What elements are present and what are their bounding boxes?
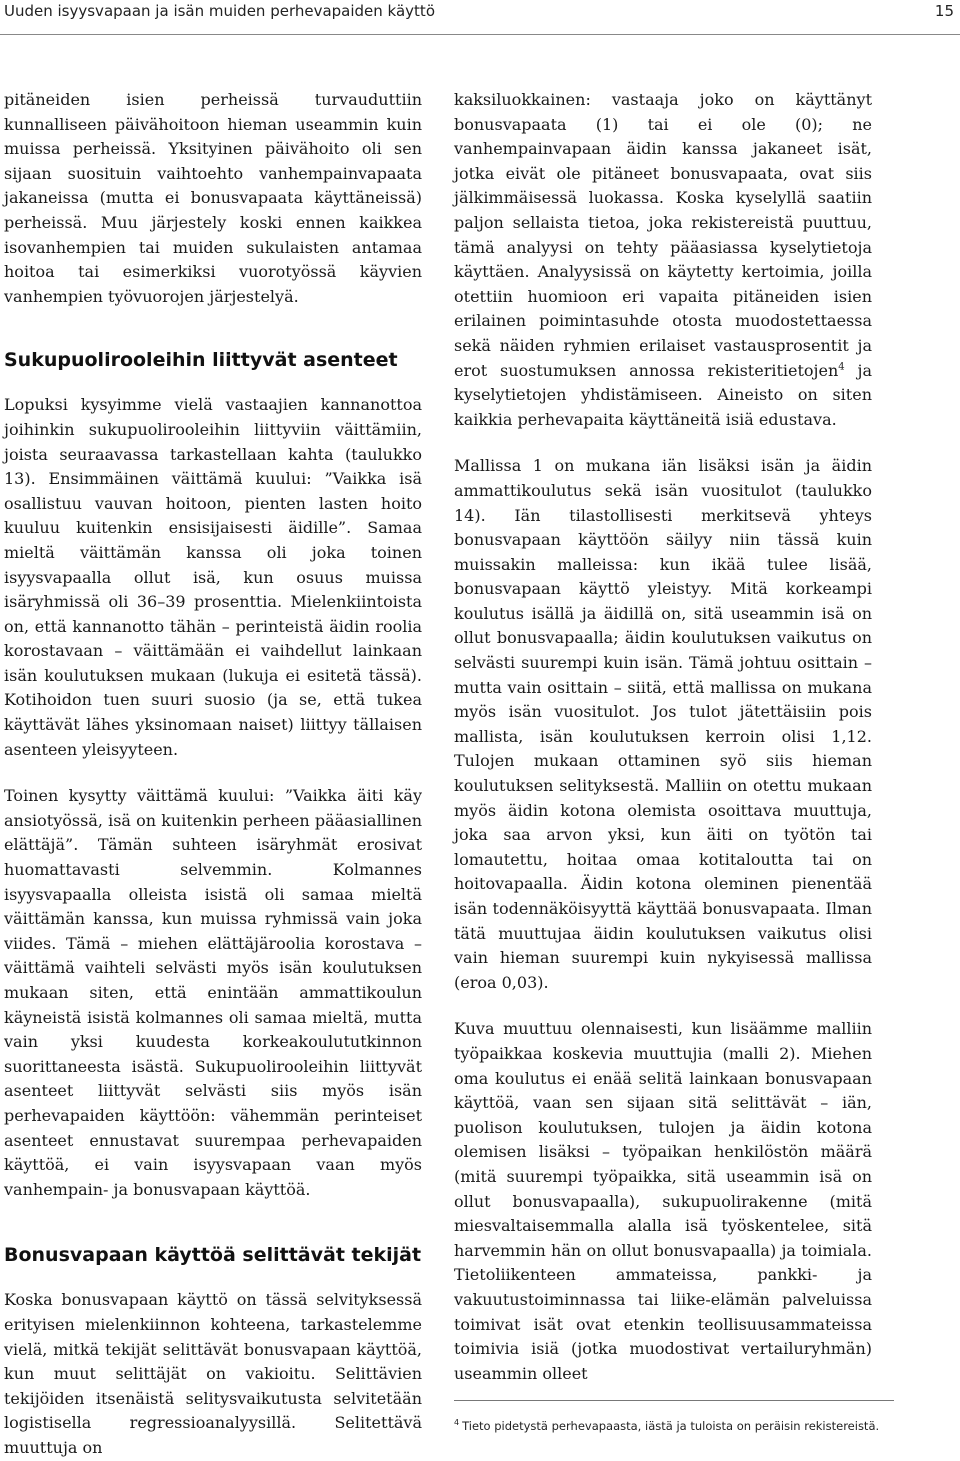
- paragraph: pitäneiden isien perheissä turvauduttiin kunnalliseen päivähoitoon hieman useammin kuin muissa perheissä. Yksityinen päivähoito oli sen sijaan suosituin vaihtoehto vanhempainvapaata jakaneissa (mutta ei bonusvapaata käyttäneissä) perheissä. Muu järjestely koski ennen kaikkea isovanhempien tai muiden sukulaisten antamaa hoitoa tai esimerkiksi vuorotyössä käyvien vanhempien työvuorojen järjestelyä.: [4, 90, 422, 306]
- left-column: [4, 88, 422, 1461]
- paragraph: Kuva muuttuu olennaisesti, kun lisäämme malliin työpaikkaa koskevia muuttujia (malli 2). Miehen oma koulutus ei enää selitä lainkaan bonusvapaan käyttöä, vaan sen sijaan sitä selittävät – iän, puolison koulutuksen, tulojen ja äidin kotona olemisen lisäksi – työpaikan henkilöstön määrä (mitä suurempi työpaikka, sitä useammin isä on ollut bonusvapaalla), sukupuolirakenne (mitä miesvaltaisemmalla alalla isä työskentelee, sitä harvemmin hän on ollut bonusvapaalla) ja toimiala. Tietoliikenteen ammateissa, pankki- ja vakuutustoiminnassa tai liike-elämän palveluissa toimivat isät ovat etenkin teollisuusammateissa toimivia isiä (jotka muodostivat vertailuryhmän) useammin olleet: [454, 1019, 872, 1383]
- section-heading: Sukupuolirooleihin liittyvät asenteet: [4, 349, 398, 372]
- paragraph: Mallissa 1 on mukana iän lisäksi isän ja äidin ammattikoulutus sekä isän vuositulot (taulukko 14). Iän tilastollisesti merkitsevä yhteys bonusvapaan käyttöön säilyy niin tässä kuin muissakin malleissa: kun ikää tulee lisää, bonusvapaan käyttö yleistyy. Mitä korkeampi koulutus isällä ja äidillä on, sitä useammin isä on ollut bonusvapaalla; äidin koulutuksen vaikutus on selvästi suurempi kuin isän. Tämä johtuu osittain – mutta vain osittain – siitä, että mallissa on mukana myös isän vuositulot. Jos tulot jätettäisiin pois mallista, isän koulutuksen kerroin olisi 1,12. Tulojen mukaan ottaminen syö siis hieman koulutuksen selityksestä. Malliin on otettu mukaan myös äidin kotona olemista osoittava muuttuja, joka saa arvon yksi, kun äiti on työtön tai lomautettu, hoitaa omaa kotitaloutta tai on hoitovapaalla. Äidin kotona oleminen pienentää isän todennäköisyyttä käyttää bonusvapaata. Ilman tätä muuttujaa äidin koulutuksen vaikutus olisi vain hieman suurempi kuin nykyisessä mallissa (eroa 0,03).: [454, 456, 872, 992]
- paragraph: Lopuksi kysyimme vielä vastaajien kannanottoa joihinkin sukupuolirooleihin liittyviin väittämiin, joista seuraavassa tarkastellaan kahta (taulukko 13). Ensimmäinen väittämä kuului: ”Vaikka isä osallistuu vauvan hoitoon, pienten lasten hoito kuuluu kuitenkin ensisijaisesti äidille”. Samaa mieltä väittämän kanssa oli joka toinen isyysvapaalla ollut isä, kun osuus muissa isäryhmissä oli 36–39 prosenttia. Mielenkiintoista on, että kannanotto tähän – perinteistä äidin roolia korostavaan – väittämään ei vaihdellut lainkaan isän koulutuksen mukaan (lukuja ei esitetä tässä). Kotihoidon tuen suuri suosio (ja se, että tukea käyttävät lähes yksinomaan naiset) liittyy tällaisen asenteen yleisyyteen.: [4, 395, 422, 759]
- paragraph: [454, 88, 872, 432]
- footnote-text: Tieto pidetystä perhevapaasta, iästä ja tuloista on peräisin rekistereistä.: [462, 1418, 880, 1433]
- right-column: [454, 88, 872, 1386]
- paragraph-text: kaksiluokkainen: vastaaja joko on käyttänyt bonusvapaata (1) tai ei ole (0); ne vanhempainvapaan äidin kanssa jakaneet isät, jotka eivät ole pitäneet bonusvapaata, ovat siis jälkimmäisessä luokassa. Koska kyselyllä saatiin paljon sellaista tietoa, joka rekistereistä puuttuu, tämä analyysi on tehty pääasiassa kyselytietoja käyttäen. Analyysissä on käytetty kertoimia, joilla otettiin huomioon eri vapaita pitäneiden isien erilainen poimintasuhde otosta muodostettaessa sekä näiden ryhmien erilaiset vastausprosentit ja erot suostumuksen annossa rekisteritietojen: [454, 90, 872, 380]
- paragraph: Toinen kysytty väittämä kuului: ”Vaikka äiti käy ansiotyössä, isä on kuitenkin perheen pääasiallinen elättäjä”. Tämän suhteen isäryhmät erosivat huomattavasti selvemmin. Kolmannes isyysvapaalla olleista isistä oli samaa mieltä väittämän kanssa, kun muissa ryhmissä vain joka viides. Tämä – miehen elättäjäroolia korostava – väittämä vaihteli selvästi myös isän koulutuksen mukaan siten, että enintään ammattikoulun käyneistä isistä kolmannes oli samaa mieltä, mutta vain yksi kuudesta korkeakoulututkinnon suorittaneesta isästä. Sukupuolirooleihin liittyvät asenteet liittyvät selvästi siis myös isän perhevapaiden käyttöön: vähemmän perinteiset asenteet ennustavat suurempaa perhevapaiden käyttöä, ei vain isyysvapaan vaan myös vanhempain- ja bonusvapaan käyttöä.: [4, 786, 422, 1199]
- running-title: Uuden isyysvapaan ja isän muiden perhevapaiden käyttö: [4, 2, 435, 20]
- footnote-mark: 4: [454, 1418, 460, 1427]
- footnote-reference: 4: [838, 361, 845, 373]
- section-heading: Bonusvapaan käyttöä selittävät tekijät: [4, 1244, 422, 1267]
- footnote: [454, 1400, 894, 1434]
- paragraph: Koska bonusvapaan käyttö on tässä selvityksessä erityisen mielenkiinnon kohteena, tarkastelemme vielä, mitkä tekijät selittävät bonusvapaan käyttöä, kun muut selittäjät on vakioitu. Selittävien tekijöiden itsenäistä selitysvaikutusta selvitetään logistisella regressioanalyysillä. Selitettävä muuttuja on: [4, 1290, 422, 1457]
- paragraph-text: ja kyselytietojen yhdistämiseen. Aineisto on siten kaikkia perhevapaita käyttäneitä isiä edustava.: [454, 360, 873, 429]
- running-header: [0, 0, 960, 35]
- page-number: 15: [934, 2, 954, 20]
